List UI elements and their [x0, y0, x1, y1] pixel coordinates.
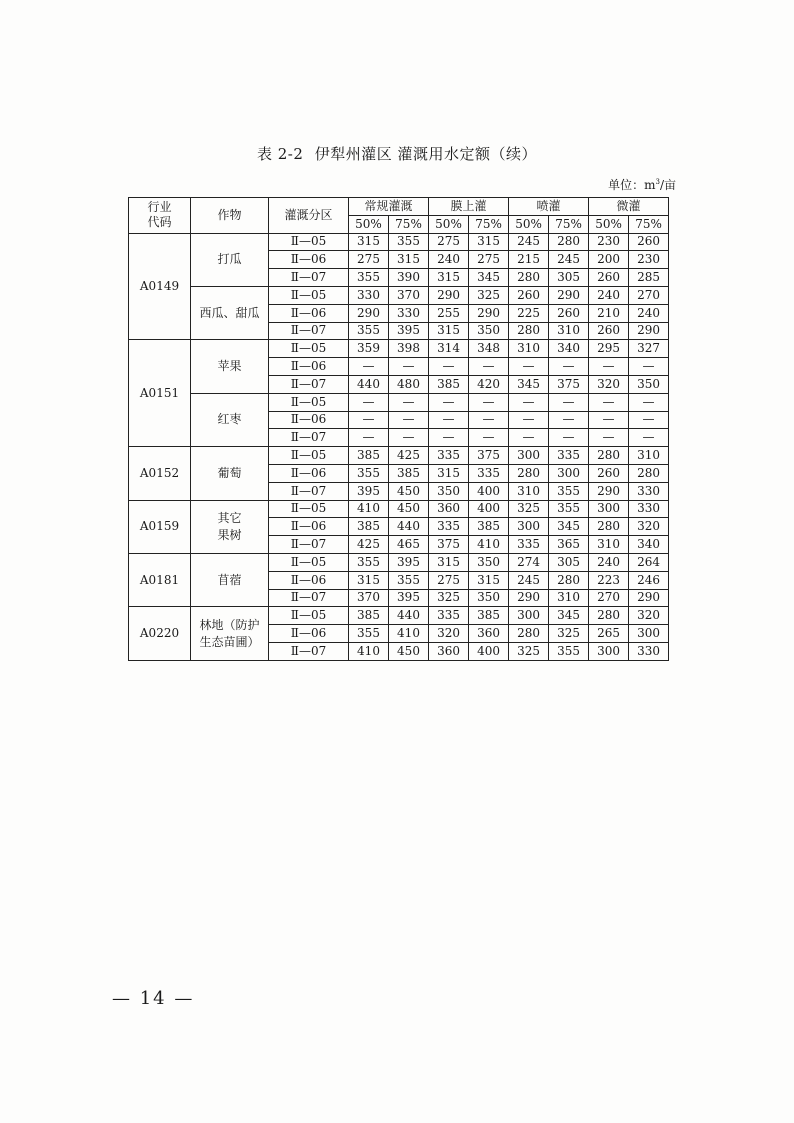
quota-value-cell: 260 [509, 286, 549, 304]
header-method: 常规灌溉 [349, 198, 429, 216]
quota-value-cell: — [349, 393, 389, 411]
quota-value-cell: 280 [629, 464, 669, 482]
quota-value-cell: 275 [429, 233, 469, 251]
quota-value-cell: 240 [589, 553, 629, 571]
quota-value-cell: 330 [629, 482, 669, 500]
quota-value-cell: 315 [469, 571, 509, 589]
page-number: — 14 — [112, 988, 195, 1009]
quota-value-cell: 305 [549, 269, 589, 287]
quota-value-cell: 270 [629, 286, 669, 304]
quota-value-cell: 410 [389, 625, 429, 643]
quota-value-cell: 275 [349, 251, 389, 269]
zone-cell: Ⅱ—07 [269, 642, 349, 660]
quota-value-cell: 355 [549, 482, 589, 500]
industry-code-cell: A0152 [129, 447, 191, 500]
quota-value-cell: 310 [509, 482, 549, 500]
table-row [129, 233, 669, 251]
quota-value-cell: 280 [549, 233, 589, 251]
quota-value-cell: 385 [469, 607, 509, 625]
quota-value-cell: 465 [389, 536, 429, 554]
quota-value-cell: 450 [389, 642, 429, 660]
quota-value-cell: 225 [509, 304, 549, 322]
quota-value-cell: 330 [349, 286, 389, 304]
quota-value-cell: — [509, 358, 549, 376]
quota-value-cell: — [549, 411, 589, 429]
table-title [0, 143, 794, 164]
crop-name-cell: 苹果 [191, 340, 269, 393]
quota-value-cell: 290 [629, 322, 669, 340]
quota-value-cell: 360 [469, 625, 509, 643]
quota-value-cell: — [429, 429, 469, 447]
quota-value-cell: 410 [469, 536, 509, 554]
quota-value-cell: 246 [629, 571, 669, 589]
table-number: 表 2-2 [257, 145, 304, 163]
quota-value-cell: 340 [549, 340, 589, 358]
zone-cell: Ⅱ—05 [269, 233, 349, 251]
quota-value-cell: 310 [549, 322, 589, 340]
table-body [129, 233, 669, 660]
unit-label [608, 176, 676, 193]
quota-value-cell: 385 [349, 447, 389, 465]
table-row [129, 286, 669, 304]
quota-value-cell: 240 [629, 304, 669, 322]
quota-value-cell: 345 [509, 375, 549, 393]
quota-value-cell: 355 [349, 625, 389, 643]
quota-value-cell: — [349, 358, 389, 376]
quota-value-cell: 370 [349, 589, 389, 607]
quota-value-cell: 305 [549, 553, 589, 571]
quota-value-cell: 285 [629, 269, 669, 287]
quota-value-cell: 320 [629, 518, 669, 536]
quota-value-cell: 450 [389, 500, 429, 518]
quota-value-cell: — [629, 393, 669, 411]
quota-value-cell: 260 [589, 322, 629, 340]
quota-value-cell: 300 [549, 464, 589, 482]
zone-cell: Ⅱ—06 [269, 625, 349, 643]
crop-name-cell: 苜蓿 [191, 553, 269, 606]
zone-cell: Ⅱ—06 [269, 251, 349, 269]
quota-value-cell: 385 [349, 607, 389, 625]
unit-prefix: 单位：m [608, 178, 656, 192]
quota-value-cell: 395 [349, 482, 389, 500]
quota-value-cell: 355 [389, 571, 429, 589]
quota-value-cell: 398 [389, 340, 429, 358]
crop-name-cell: 红枣 [191, 393, 269, 446]
quota-value-cell: 260 [549, 304, 589, 322]
quota-value-cell: 400 [469, 482, 509, 500]
quota-value-cell: 360 [429, 500, 469, 518]
zone-cell: Ⅱ—07 [269, 536, 349, 554]
table-row [129, 553, 669, 571]
quota-value-cell: 280 [509, 269, 549, 287]
zone-cell: Ⅱ—05 [269, 500, 349, 518]
quota-value-cell: — [429, 393, 469, 411]
quota-value-cell: 375 [469, 447, 509, 465]
quota-value-cell: — [589, 393, 629, 411]
quota-value-cell: 359 [349, 340, 389, 358]
quota-value-cell: 310 [629, 447, 669, 465]
quota-value-cell: — [589, 429, 629, 447]
quota-value-cell: 355 [349, 322, 389, 340]
header-level: 75% [629, 215, 669, 233]
zone-cell: Ⅱ—07 [269, 375, 349, 393]
quota-value-cell: 310 [509, 340, 549, 358]
table-row [129, 447, 669, 465]
quota-value-cell: 335 [429, 518, 469, 536]
quota-value-cell: 290 [589, 482, 629, 500]
header-level: 50% [509, 215, 549, 233]
industry-code-cell: A0151 [129, 340, 191, 447]
quota-value-cell: 315 [429, 322, 469, 340]
quota-value-cell: 330 [629, 642, 669, 660]
header-method: 喷灌 [509, 198, 589, 216]
quota-value-cell: — [509, 429, 549, 447]
quota-value-cell: 420 [469, 375, 509, 393]
quota-value-cell: 355 [349, 553, 389, 571]
quota-value-cell: 480 [389, 375, 429, 393]
zone-cell: Ⅱ—06 [269, 304, 349, 322]
quota-value-cell: 440 [349, 375, 389, 393]
unit-suffix: /亩 [659, 178, 676, 192]
quota-value-cell: 290 [629, 589, 669, 607]
table-caption: 伊犁州灌区 灌溉用水定额（续） [314, 145, 537, 163]
industry-code-cell: A0181 [129, 553, 191, 606]
zone-cell: Ⅱ—06 [269, 571, 349, 589]
quota-value-cell: 215 [509, 251, 549, 269]
quota-value-cell: 395 [389, 553, 429, 571]
quota-value-cell: 385 [429, 375, 469, 393]
quota-value-cell: 245 [509, 233, 549, 251]
quota-value-cell: — [389, 393, 429, 411]
quota-value-cell: 440 [389, 518, 429, 536]
quota-value-cell: 280 [589, 607, 629, 625]
zone-cell: Ⅱ—06 [269, 518, 349, 536]
quota-value-cell: — [629, 411, 669, 429]
quota-value-cell: 230 [629, 251, 669, 269]
quota-value-cell: 310 [589, 536, 629, 554]
quota-value-cell: — [549, 358, 589, 376]
quota-value-cell: 260 [589, 269, 629, 287]
crop-name-cell: 西瓜、甜瓜 [191, 286, 269, 339]
quota-value-cell: 300 [629, 625, 669, 643]
quota-value-cell: 345 [469, 269, 509, 287]
irrigation-quota-table [128, 197, 669, 661]
zone-cell: Ⅱ—05 [269, 607, 349, 625]
quota-value-cell: 348 [469, 340, 509, 358]
header-row-1 [129, 198, 669, 216]
quota-value-cell: 410 [349, 642, 389, 660]
quota-value-cell: 280 [509, 322, 549, 340]
quota-value-cell: 295 [589, 340, 629, 358]
zone-cell: Ⅱ—07 [269, 482, 349, 500]
quota-value-cell: — [349, 429, 389, 447]
zone-cell: Ⅱ—07 [269, 269, 349, 287]
quota-value-cell: — [589, 411, 629, 429]
quota-value-cell: 320 [429, 625, 469, 643]
quota-value-cell: 300 [509, 607, 549, 625]
header-method: 膜上灌 [429, 198, 509, 216]
quota-value-cell: 335 [429, 447, 469, 465]
header-crop: 作物 [191, 198, 269, 234]
quota-value-cell: 310 [549, 589, 589, 607]
quota-value-cell: 290 [509, 589, 549, 607]
quota-value-cell: — [389, 411, 429, 429]
quota-value-cell: 240 [589, 286, 629, 304]
zone-cell: Ⅱ—05 [269, 286, 349, 304]
zone-cell: Ⅱ—05 [269, 447, 349, 465]
quota-value-cell: 290 [549, 286, 589, 304]
quota-value-cell: 335 [469, 464, 509, 482]
header-level: 75% [549, 215, 589, 233]
zone-cell: Ⅱ—06 [269, 464, 349, 482]
quota-value-cell: 345 [549, 518, 589, 536]
quota-value-cell: 325 [549, 625, 589, 643]
industry-code-cell: A0149 [129, 233, 191, 340]
quota-value-cell: — [509, 411, 549, 429]
quota-value-cell: 350 [469, 322, 509, 340]
quota-value-cell: — [469, 393, 509, 411]
table-row [129, 340, 669, 358]
quota-value-cell: 300 [589, 500, 629, 518]
quota-value-cell: — [429, 358, 469, 376]
table-row [129, 500, 669, 518]
quota-value-cell: 395 [389, 589, 429, 607]
header-zone: 灌溉分区 [269, 198, 349, 234]
header-industry-code-text: 行业 代码 [147, 200, 172, 230]
quota-value-cell: 325 [469, 286, 509, 304]
quota-value-cell: 260 [589, 464, 629, 482]
quota-value-cell: 260 [629, 233, 669, 251]
zone-cell: Ⅱ—06 [269, 411, 349, 429]
quota-value-cell: 280 [549, 571, 589, 589]
quota-value-cell: 280 [509, 625, 549, 643]
crop-name-cell: 打瓜 [191, 233, 269, 286]
quota-value-cell: 370 [389, 286, 429, 304]
quota-value-cell: 200 [589, 251, 629, 269]
quota-value-cell: 280 [589, 447, 629, 465]
quota-value-cell: 230 [589, 233, 629, 251]
quota-value-cell: 400 [469, 500, 509, 518]
quota-value-cell: 274 [509, 553, 549, 571]
quota-value-cell: — [509, 393, 549, 411]
quota-value-cell: 320 [629, 607, 669, 625]
quota-value-cell: 315 [349, 233, 389, 251]
header-level: 50% [349, 215, 389, 233]
quota-value-cell: 265 [589, 625, 629, 643]
quota-value-cell: 375 [429, 536, 469, 554]
zone-cell: Ⅱ—07 [269, 429, 349, 447]
quota-value-cell: 400 [469, 642, 509, 660]
quota-value-cell: 290 [429, 286, 469, 304]
quota-value-cell: — [389, 358, 429, 376]
quota-value-cell: 280 [589, 518, 629, 536]
quota-value-cell: — [469, 429, 509, 447]
crop-name-cell: 林地（防护 生态苗圃） [191, 607, 269, 660]
quota-value-cell: — [389, 429, 429, 447]
quota-value-cell: 425 [389, 447, 429, 465]
quota-value-cell: — [589, 358, 629, 376]
quota-value-cell: 264 [629, 553, 669, 571]
crop-name-cell: 葡萄 [191, 447, 269, 500]
quota-value-cell: 223 [589, 571, 629, 589]
quota-value-cell: 355 [549, 642, 589, 660]
quota-value-cell: 335 [509, 536, 549, 554]
quota-value-cell: 365 [549, 536, 589, 554]
quota-value-cell: 300 [589, 642, 629, 660]
quota-value-cell: 325 [509, 642, 549, 660]
crop-name-cell: 其它 果树 [191, 500, 269, 553]
quota-value-cell: 245 [509, 571, 549, 589]
quota-value-cell: 330 [389, 304, 429, 322]
quota-value-cell: — [549, 393, 589, 411]
quota-value-cell: 410 [349, 500, 389, 518]
quota-value-cell: 395 [389, 322, 429, 340]
header-level: 75% [389, 215, 429, 233]
zone-cell: Ⅱ—07 [269, 322, 349, 340]
quota-value-cell: 355 [349, 269, 389, 287]
quota-value-cell: 280 [509, 464, 549, 482]
quota-value-cell: 325 [429, 589, 469, 607]
quota-value-cell: 350 [469, 553, 509, 571]
quota-value-cell: 255 [429, 304, 469, 322]
quota-value-cell: 390 [389, 269, 429, 287]
industry-code-cell: A0159 [129, 500, 191, 553]
quota-value-cell: 340 [629, 536, 669, 554]
header-level: 75% [469, 215, 509, 233]
quota-value-cell: 335 [429, 607, 469, 625]
zone-cell: Ⅱ—05 [269, 340, 349, 358]
quota-value-cell: — [549, 429, 589, 447]
quota-value-cell: — [469, 358, 509, 376]
quota-value-cell: — [629, 358, 669, 376]
quota-value-cell: 330 [629, 500, 669, 518]
quota-value-cell: 375 [549, 375, 589, 393]
quota-value-cell: 355 [349, 464, 389, 482]
quota-value-cell: 290 [349, 304, 389, 322]
quota-value-cell: 245 [549, 251, 589, 269]
header-level: 50% [429, 215, 469, 233]
quota-value-cell: 355 [389, 233, 429, 251]
quota-value-cell: 355 [549, 500, 589, 518]
industry-code-cell: A0220 [129, 607, 191, 660]
quota-value-cell: 210 [589, 304, 629, 322]
quota-value-cell: — [629, 429, 669, 447]
quota-value-cell: 315 [429, 269, 469, 287]
quota-value-cell: 320 [589, 375, 629, 393]
header-level: 50% [589, 215, 629, 233]
quota-value-cell: 315 [429, 553, 469, 571]
table-row [129, 607, 669, 625]
zone-cell: Ⅱ—05 [269, 393, 349, 411]
quota-value-cell: 385 [389, 464, 429, 482]
quota-value-cell: 385 [349, 518, 389, 536]
quota-value-cell: 350 [429, 482, 469, 500]
quota-value-cell: 300 [509, 518, 549, 536]
quota-value-cell: 327 [629, 340, 669, 358]
quota-value-cell: 270 [589, 589, 629, 607]
quota-value-cell: — [349, 411, 389, 429]
quota-value-cell: — [429, 411, 469, 429]
quota-value-cell: 425 [349, 536, 389, 554]
zone-cell: Ⅱ—07 [269, 589, 349, 607]
quota-value-cell: 325 [509, 500, 549, 518]
quota-value-cell: 290 [469, 304, 509, 322]
quota-value-cell: 350 [469, 589, 509, 607]
quota-value-cell: 350 [629, 375, 669, 393]
quota-value-cell: 315 [349, 571, 389, 589]
table-row [129, 393, 669, 411]
quota-value-cell: 315 [389, 251, 429, 269]
quota-value-cell: 314 [429, 340, 469, 358]
zone-cell: Ⅱ—06 [269, 358, 349, 376]
zone-cell: Ⅱ—05 [269, 553, 349, 571]
quota-value-cell: 300 [509, 447, 549, 465]
quota-value-cell: 240 [429, 251, 469, 269]
header-method: 微灌 [589, 198, 669, 216]
quota-value-cell: 440 [389, 607, 429, 625]
quota-value-cell: 315 [469, 233, 509, 251]
quota-value-cell: 315 [429, 464, 469, 482]
quota-value-cell: 345 [549, 607, 589, 625]
quota-value-cell: 275 [469, 251, 509, 269]
header-industry-code [129, 198, 191, 234]
quota-value-cell: 335 [549, 447, 589, 465]
quota-value-cell: 385 [469, 518, 509, 536]
quota-value-cell: 275 [429, 571, 469, 589]
quota-value-cell: 450 [389, 482, 429, 500]
quota-value-cell: 360 [429, 642, 469, 660]
quota-value-cell: — [469, 411, 509, 429]
unit-superscript: 3 [655, 178, 660, 186]
